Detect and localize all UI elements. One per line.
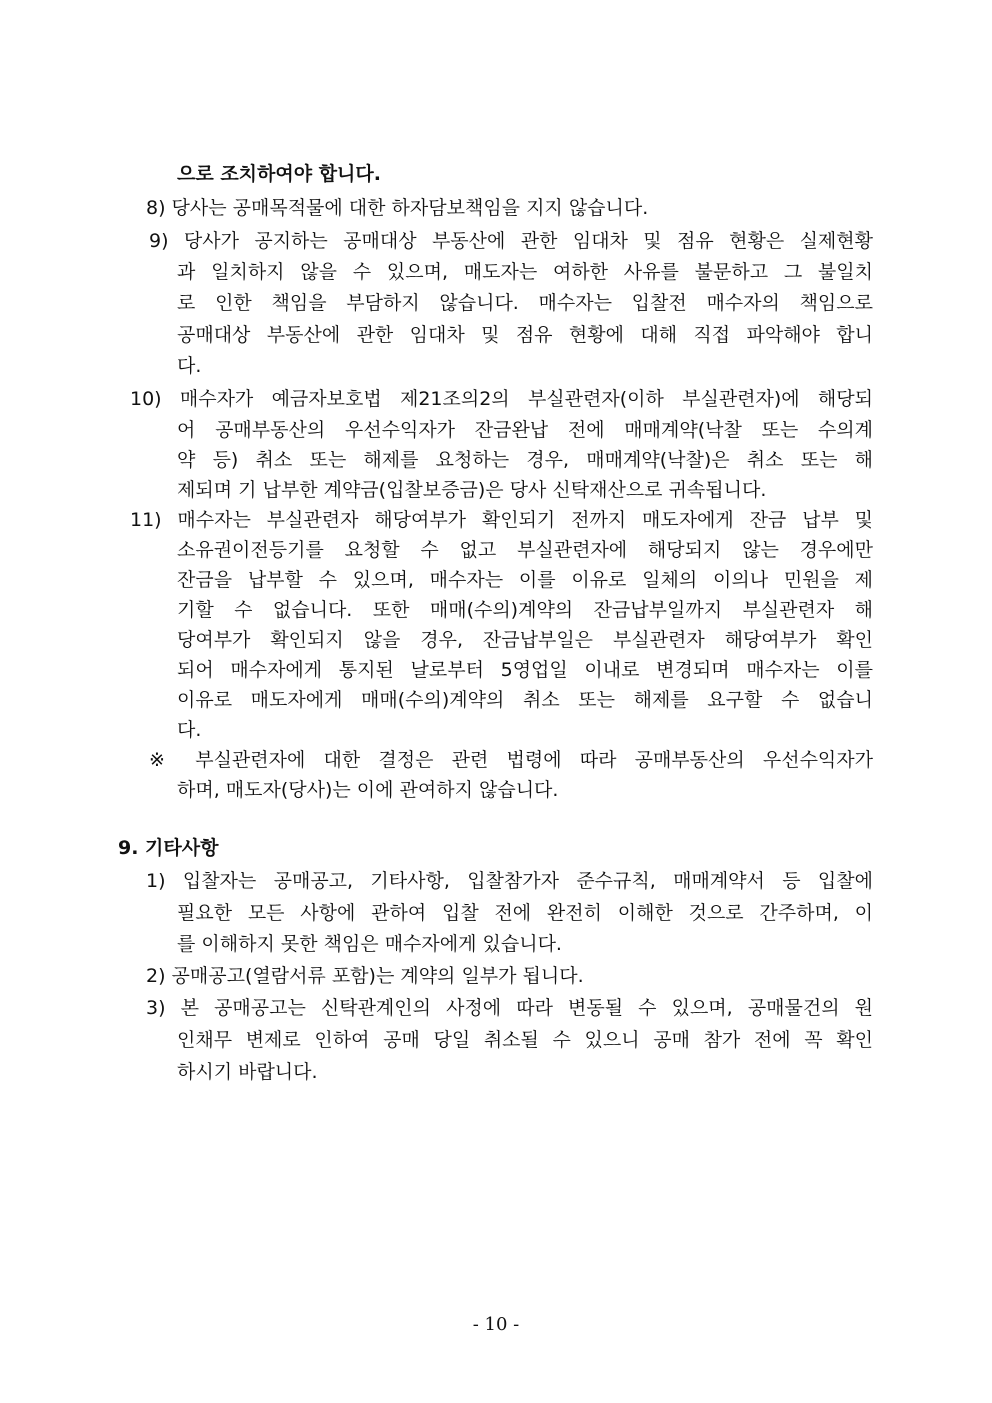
sec9-item-3-line-3: 하시기 바랍니다. (177, 1061, 318, 1083)
item-9-line-1: 9) 당사가 공지하는 공매대상 부동산에 관한 임대차 및 점유 현황은 실제현황 (149, 230, 873, 252)
item-9-line-2: 과 일치하지 않을 수 있으며, 매도자는 여하한 사유를 불문하고 그 불일치 (177, 261, 873, 283)
item-11-line-4: 기할 수 없습니다. 또한 매매(수의)계약의 잔금납부일까지 부실관련자 해 (177, 599, 873, 621)
sec9-item-3-line-1: 3) 본 공매공고는 신탁관계인의 사정에 따라 변동될 수 있으며, 공매물건의 원 (146, 997, 873, 1019)
note-line-2: 하며, 매도자(당사)는 이에 관여하지 않습니다. (177, 779, 559, 801)
sec9-item-1-line-2: 필요한 모든 사항에 관하여 입찰 전에 완전히 이해한 것으로 간주하며, 이 (177, 902, 873, 924)
item-11-line-8: 다. (177, 719, 202, 741)
note-line-1: ※ 부실관련자에 대한 결정은 관련 법령에 따라 공매부동산의 우선수익자가 (149, 749, 873, 771)
item-10-line-4: 제되며 기 납부한 계약금(입찰보증금)은 당사 신탁재산으로 귀속됩니다. (177, 479, 767, 501)
item-9-line-3: 로 인한 책임을 부담하지 않습니다. 매수자는 입찰전 매수자의 책임으로 (177, 292, 873, 314)
item-10-line-3: 약 등) 취소 또는 해제를 요청하는 경우, 매매계약(낙찰)은 취소 또는 해 (177, 449, 873, 471)
item-10-line-2: 어 공매부동산의 우선수익자가 잔금완납 전에 매매계약(낙찰 또는 수의계 (177, 419, 873, 441)
item-11-line-5: 당여부가 확인되지 않을 경우, 잔금납부일은 부실관련자 해당여부가 확인 (177, 629, 873, 651)
sec9-item-1-line-1: 1) 입찰자는 공매공고, 기타사항, 입찰참가자 준수규칙, 매매계약서 등 입찰에 (146, 870, 873, 892)
section-9-heading: 9. 기타사항 (118, 837, 219, 859)
item-8: 8) 당사는 공매목적물에 대한 하자담보책임을 지지 않습니다. (146, 197, 649, 219)
item-11-line-6: 되어 매수자에게 통지된 날로부터 5영업일 이내로 변경되며 매수자는 이를 (177, 659, 873, 681)
sec9-item-1-line-3: 를 이해하지 못한 책임은 매수자에게 있습니다. (177, 933, 562, 955)
item-11-line-3: 잔금을 납부할 수 있으며, 매수자는 이를 이유로 일체의 이의나 민원을 제 (177, 569, 873, 591)
item-11-line-1: 11) 매수자는 부실관련자 해당여부가 확인되기 전까지 매도자에게 잔금 납부 및 (130, 509, 873, 531)
item-10-line-1: 10) 매수자가 예금자보호법 제21조의2의 부실관련자(이하 부실관련자)에 해당되 (130, 388, 873, 410)
sec9-item-3-line-2: 인채무 변제로 인하여 공매 당일 취소될 수 있으니 공매 참가 전에 꼭 확인 (177, 1029, 873, 1051)
item-9-line-5: 다. (177, 355, 202, 377)
item-11-line-7: 이유로 매도자에게 매매(수의)계약의 취소 또는 해제를 요구할 수 없습니 (177, 689, 873, 711)
item-9-line-4: 공매대상 부동산에 관한 임대차 및 점유 현황에 대해 직접 파악해야 합니 (177, 324, 873, 346)
item-11-line-2: 소유권이전등기를 요청할 수 없고 부실관련자에 해당되지 않는 경우에만 (177, 539, 873, 561)
page-number: - 10 - (472, 1314, 520, 1335)
sec9-item-2: 2) 공매공고(열람서류 포함)는 계약의 일부가 됩니다. (146, 965, 584, 987)
item-7-tail: 으로 조치하여야 합니다. (177, 163, 381, 185)
